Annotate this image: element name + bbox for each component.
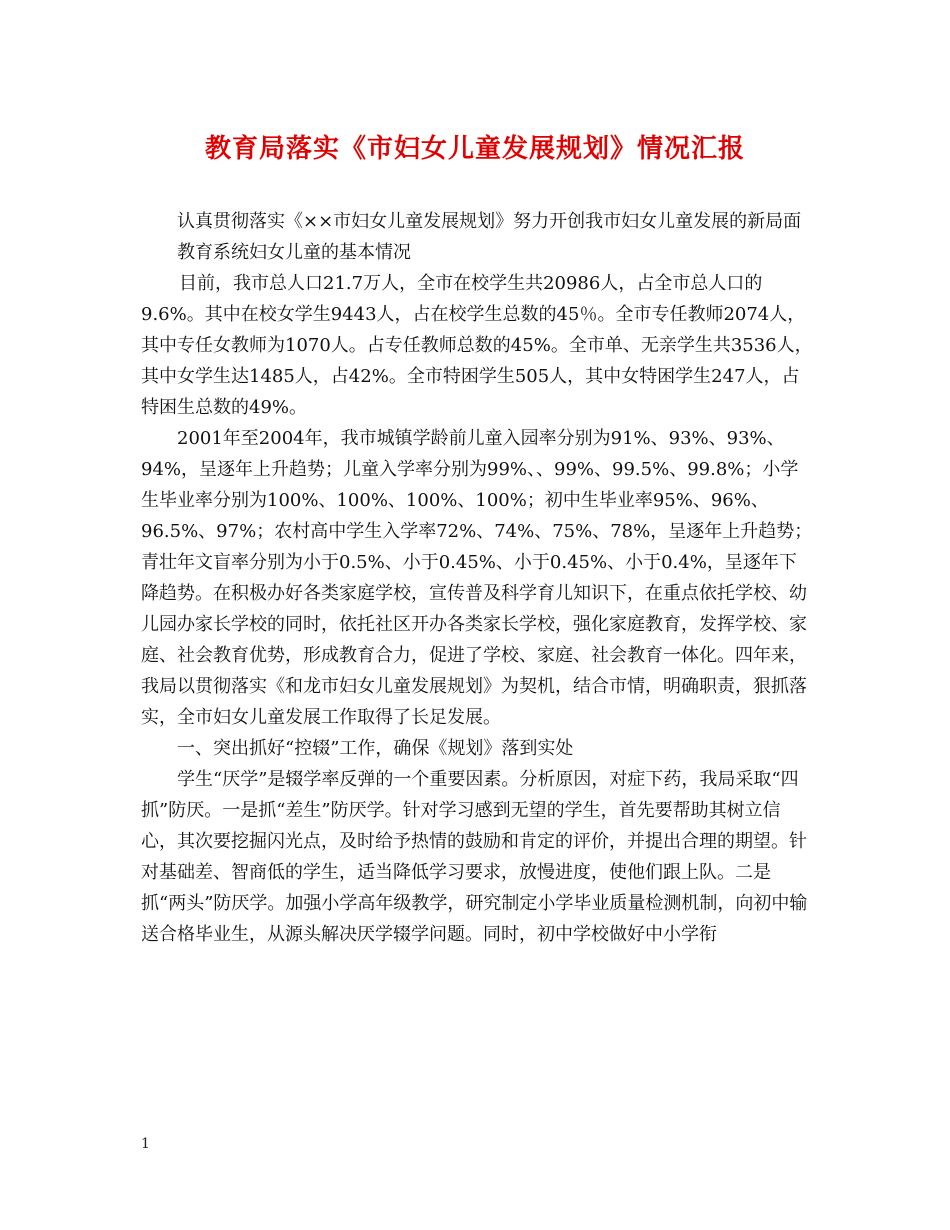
section-heading-basic-situation: 教育系统妇女儿童的基本情况	[177, 242, 411, 263]
paragraph-dropout-measures: 学生“厌学”是辍学率反弹的一个重要因素。分析原因，对症下药，我局采取“四抓”防厌。一是抓“差生”防厌学。针对学习感到无望的学生，首先要帮助其树立信心，其次要挖掘闪光点，及时给予热情的鼓励和肯定的评价，并提出合理的期望。针对基础差、智商低的学生，适当降低学习要求，放慢进度，使他们跟上队。二是抓“两头”防厌学。加强小学高年级教学，研究制定小学毕业质量检测机制，向初中输送合格毕业生，从源头解决厌学辍学问题。同时，初中学校做好中小学衔	[141, 769, 808, 945]
document-title: 教育局落实《市妇女儿童发展规划》情况汇报	[204, 134, 745, 164]
document-body	[141, 206, 813, 950]
paragraph-statistics: 目前，我市总人口21.7万人，全市在校学生共20986人，占全市总人口的9.6%。其中在校女学生9443人，占在校学生总数的45％。全市专任教师2074人，其中专任女教师为1070人。占专任教师总数的45%。全市单、无亲学生共3536人，其中女学生达1485人，占42%。全市特困学生505人，其中女特困学生247人，占特困生总数的49%。	[141, 273, 813, 418]
paragraph-rates: 2001年至2004年，我市城镇学龄前儿童入园率分别为91%、93%、93%、94%，呈逐年上升趋势；儿童入学率分别为99%、、99%、99.5%、99.8%；小学生毕业率分别为100%、100%、100%、100%；初中生毕业率95%、96%、96.5%、97%；农村高中学生入学率72%、74%、75%、78%，呈逐年上升趋势；青壮年文盲率分别为小于0.5%、小于0.45%、小于0.45%、小于0.4%，呈逐年下降趋势。在积极办好各类家庭学校，宣传普及科学育儿知识下，在重点依托学校、幼儿园办家长学校的同时，依托社区开办各类家长学校，强化家庭教育，发挥学校、家庭、社会教育优势，形成教育合力，促进了学校、家庭、社会教育一体化。四年来，我局以贯彻落实《和龙市妇女儿童发展规划》为契机，结合市情，明确职责，狠抓落实，全市妇女儿童发展工作取得了长足发展。	[141, 428, 813, 728]
section-heading-control-dropout: 一、突出抓好“控辍”工作，确保《规划》落到实处	[177, 738, 574, 759]
paragraph-intro: 认真贯彻落实《××市妇女儿童发展规划》努力开创我市妇女儿童发展的新局面	[177, 211, 802, 232]
page-number: 1	[141, 1136, 150, 1152]
